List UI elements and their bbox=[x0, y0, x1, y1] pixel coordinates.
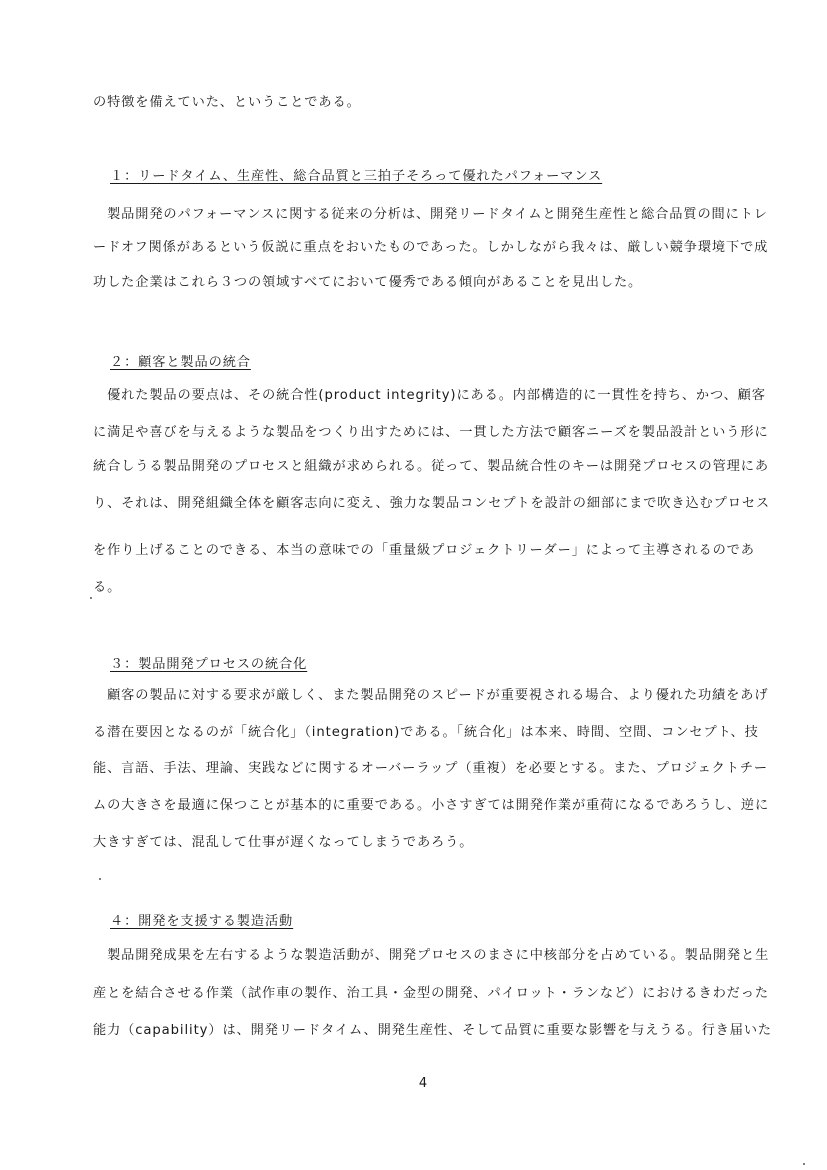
section-1-line: 製品開発のパフォーマンスに関する従来の分析は、開発リードタイムと開発生産性と総合品質の間にトレ bbox=[93, 207, 768, 222]
section-3-line: ムの大きさを最適に保つことが基本的に重要である。小さすぎては開発作業が重荷になるであろうし、逆に bbox=[93, 798, 770, 813]
section-1-heading: １：リードタイム、生産性、総合品質と三拍子そろって優れたパフォーマンス bbox=[110, 169, 603, 184]
section-2-line: に満足や喜びを与えるような製品をつくり出すためには、一貫した方法で顧客ニーズを製品設計という形に bbox=[93, 425, 769, 440]
section-2-line: る。 bbox=[93, 580, 122, 595]
section-3-line: 大きすぎては、混乱して仕事が遅くなってしまうであろう。 bbox=[93, 835, 474, 850]
scan-speck bbox=[803, 1163, 805, 1165]
section-4-line: 能力（capability）は、開発リードタイム、開発生産性、そして品質に重要な影響を与えうる。行き届いた bbox=[93, 1023, 773, 1038]
section-1-line: ードオフ関係があるという仮説に重点をおいたものであった。しかしながら我々は、厳しい競争環境下で成 bbox=[93, 240, 769, 255]
section-3-heading: ３：製品開発プロセスの統合化 bbox=[110, 657, 308, 672]
section-2-line: り、それは、開発組織全体を顧客志向に変え、強力な製品コンセプトを設計の細部にまで吹き込むプロセス bbox=[93, 496, 770, 511]
section-3-line: 顧客の製品に対する要求が厳しく、また製品開発のスピードが重要視される場合、より優れた功績をあげ bbox=[93, 688, 769, 703]
section-2-line: 優れた製品の要点は、その統合性(product integrity)にある。内部構造的に一貫性を持ち、かつ、顧客 bbox=[93, 388, 766, 403]
page-number: 4 bbox=[418, 1076, 428, 1091]
section-1-line: 功した企業はこれら３つの領域すべてにおいて優秀である傾向があることを見出した。 bbox=[93, 275, 643, 290]
scan-speck bbox=[90, 597, 92, 599]
section-2-heading: ２：顧客と製品の統合 bbox=[110, 355, 251, 370]
scan-speck bbox=[99, 878, 101, 880]
section-3-line: 能、言語、手法、理論、実践などに関するオーバーラップ（重複）を必要とする。また、プロジェクトチー bbox=[93, 761, 769, 776]
section-4-line: 製品開発成果を左右するような製造活動が、開発プロセスのまさに中核部分を占めている。製品開発と生 bbox=[93, 948, 770, 963]
section-2-line: 統合しうる製品開発のプロセスと組織が求められる。従って、製品統合性のキーは開発プロセスの管理にあ bbox=[93, 459, 769, 474]
intro-line: の特徴を備えていた、ということである。 bbox=[93, 95, 361, 110]
section-2-line: を作り上げることのできる、本当の意味での「重量級プロジェクトリーダー」によって主導されるのであ bbox=[93, 543, 755, 558]
section-4-heading: ４：開発を支援する製造活動 bbox=[110, 914, 294, 929]
section-3-line: る潜在要因となるのが「統合化」（integration)である。「統合化」は本来、時間、空間、コンセプト、技 bbox=[93, 725, 759, 740]
section-4-line: 産とを結合させる作業（試作車の製作、治工具・金型の開発、パイロット・ランなど）におけるきわだった bbox=[93, 986, 769, 1001]
